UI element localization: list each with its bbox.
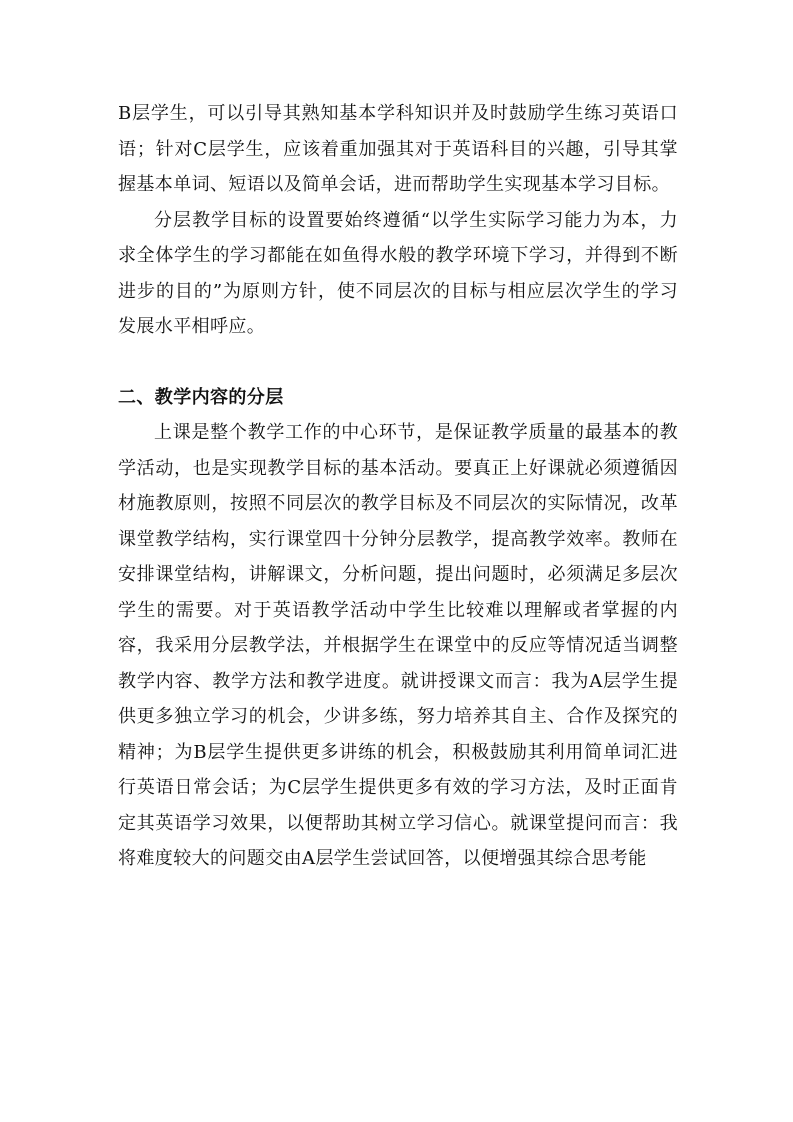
paragraph-content-layering: 上课是整个教学工作的中心环节，是保证教学质量的最基本的教学活动，也是实现教学目标的基本活动。要真正上好课就必须遵循因材施教原则，按照不同层次的教学目标及不同层次的实际情况，改革课堂教学结构，实行课堂四十分钟分层教学，提高教学效率。教师在安排课堂结构，讲解课文，分析问题，提出问题时，必须满足多层次学生的需要。对于英语教学活动中学生比较难以理解或者掌握的内容，我采用分层教学法，并根据学生在课堂中的反应等情况适当调整教学内容、教学方法和教学进度。就讲授课文而言：我为A层学生提供更多独立学习的机会，少讲多练，努力培养其自主、合作及探究的精神；为B层学生提供更多讲练的机会，积极鼓励其利用简单词汇进行英语日常会话；为C层学生提供更多有效的学习方法，及时正面肯定其英语学习效果，以便帮助其树立学习信心。就课堂提问而言：我将难度较大的问题交由A层学生尝试回答，以便增强其综合思考能: [118, 422, 678, 869]
section-heading: 二、教学内容的分层: [118, 386, 284, 408]
paragraph-goal-principle: 分层教学目标的设置要始终遵循“以学生实际学习能力为本，力求全体学生的学习都能在如鱼得水般的教学环境下学习，并得到不断进步的目的”为原则方针，使不同层次的目标与相应层次学生的学习发展水平相呼应。: [118, 209, 678, 337]
document-body: [118, 96, 678, 877]
paragraph-continuation: B层学生，可以引导其熟知基本学科知识并及时鼓励学生练习英语口语；针对C层学生，应该着重加强其对于英语科目的兴趣，引导其掌握基本单词、短语以及简单会话，进而帮助学生实现基本学习目标。: [118, 103, 678, 195]
paragraph-spacer: [118, 345, 678, 380]
